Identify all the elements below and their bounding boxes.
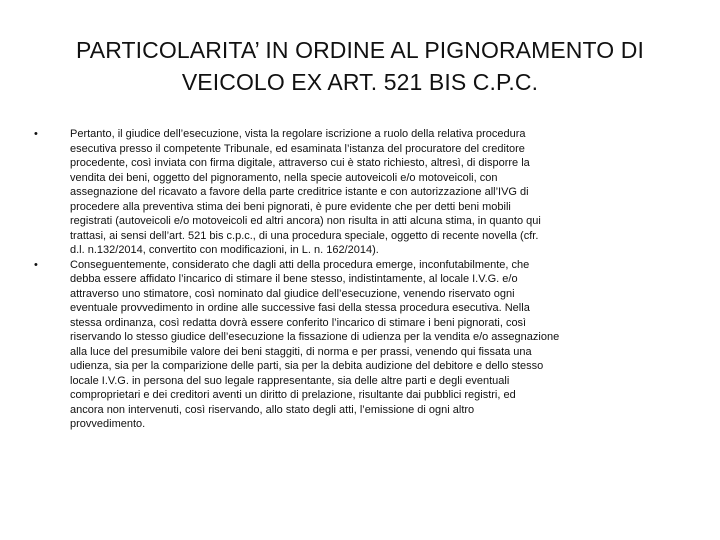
paragraph-line: Pertanto, il giudice dell’esecuzione, vista la regolare iscrizione a ruolo della relativa procedura <box>70 128 526 140</box>
paragraph-line: stessa ordinanza, così redatta dovrà essere conferito l’incarico di stimare i beni pignorati, così <box>70 316 527 329</box>
paragraph-line: comproprietari e dei creditori aventi un diritto di prelazione, risultante dai pubblici registri, ed <box>70 389 516 401</box>
paragraph-line: eventuale provvedimento in ordine alle successive fasi della stessa procedura esecutiva. Nella <box>70 302 530 314</box>
bullet-item-1 <box>34 127 684 258</box>
paragraph-line: esecutiva presso il competente Tribunale, ed esaminata l’istanza del procuratore del creditore <box>70 142 525 155</box>
paragraph-line: alla luce del presumibile valore dei beni staggiti, di norma e per prassi, venendo qui fissata una <box>70 345 532 358</box>
paragraph-line: locale I.V.G. in persona del suo legale rappresentante, sia delle altre parti e degli eventuali <box>70 374 510 387</box>
paragraph-line: ancora non intervenuti, così riservando, allo stato degli atti, l’emissione di ogni altro <box>70 403 475 416</box>
bullet-item-2 <box>34 258 684 432</box>
paragraph-line: Conseguentemente, considerato che dagli atti della procedura emerge, inconfutabilmente, che <box>70 258 530 271</box>
slide-title <box>40 34 680 98</box>
bullet-paragraph <box>70 127 684 258</box>
paragraph-line: registrati (autoveicoli e/o motoveicoli ed altri ancora) non risulta in atti alcuna stima, in quanto qui <box>70 215 541 227</box>
bullet-dot: • <box>34 128 38 140</box>
paragraph-line: riservando lo stesso giudice dell’esecuzione la fissazione di udienza per la vendita e/o assegnazione <box>70 331 560 343</box>
bullet-dot: • <box>34 258 38 271</box>
paragraph-line: procedente, così inviata con firma digitale, attraverso cui è stato richiesto, altresì, di disporre la <box>70 157 530 169</box>
paragraph-line: procedere alla preventiva stima dei beni pignorati, è pure evidente che per detti beni mobili <box>70 200 511 213</box>
paragraph-line: trattasi, ai sensi dell’art. 521 bis c.p.c., di una procedura speciale, oggetto di recente novella (cfr. <box>70 229 539 242</box>
paragraph-line: provvedimento. <box>70 418 146 430</box>
paragraph-line: udienza, sia per la comparizione delle parti, sia per la debita audizione del debitore e dello stesso <box>70 360 544 372</box>
paragraph-line: attraverso uno stimatore, così nominato dal giudice dell’esecuzione, venendo riservato ogni <box>70 287 515 300</box>
paragraph-line: d.l. n.132/2014, convertito con modificazioni, in L. n. 162/2014). <box>70 244 379 256</box>
bullet-paragraph <box>70 258 684 432</box>
title-line-2: VEICOLO EX ART. 521 BIS C.P.C. <box>181 69 539 95</box>
bullet-list <box>34 127 684 432</box>
paragraph-line: assegnazione del ricavato a favore della parte creditrice istante e con autorizzazione all’IVG di <box>70 186 529 198</box>
paragraph-line: vendita dei beni, oggetto del pignoramento, nella specie autoveicoli e/o motoveicoli, con <box>70 171 498 184</box>
paragraph-line: debba essere affidato l’incarico di stimare il bene stesso, indistintamente, al locale I.V.G. e/o <box>70 273 518 285</box>
title-line-1: PARTICOLARITA’ IN ORDINE AL PIGNORAMENTO DI <box>76 37 644 63</box>
